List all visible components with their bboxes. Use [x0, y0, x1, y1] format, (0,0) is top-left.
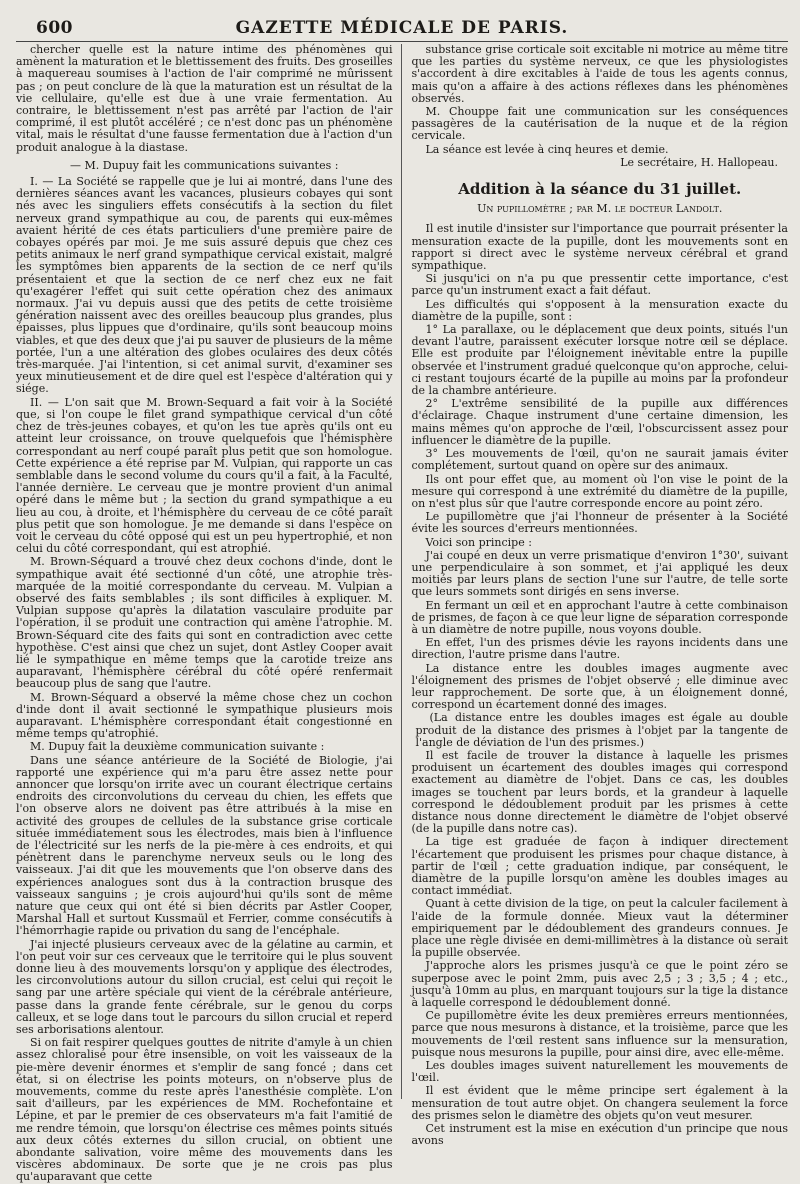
paragraph: Il est évident que le même principe sert également à la mensuration de tout autre objet. On changera seulement la force des prismes selon le diamètre des objets qu'on veut mesurer.: [411, 1084, 788, 1122]
paragraph: 1° La parallaxe, ou le déplacement que deux points, situés l'un devant l'autre, paraissent exécuter lorsque notre œil se déplace. Elle est produite par l'éloignement inévitable entre la pupille observée et l'instrument gradué quelconque qu'on approche, celui-ci restant toujours écarté de la pupille au moins par la profondeur de la chambre antérieure.: [411, 323, 788, 398]
paragraph: En effet, l'un des prismes dévie les rayons incidents dans une direction, l'autre prisme dans l'autre.: [411, 636, 788, 662]
paragraph: Le pupillomètre que j'ai l'honneur de présenter à la Société évite les sources d'erreurs mentionnées.: [411, 510, 788, 536]
paragraph: 2° L'extrême sensibilité de la pupille aux différences d'éclairage. Chaque instrument d'une certaine dimension, les mains mêmes qu'on approche de l'œil, l'obscurcissent assez pour influencer le diamètre de la pupille.: [411, 397, 788, 447]
dupuy-intro: — M. Dupuy fait les communications suivantes :: [70, 158, 339, 172]
paragraph: J'ai coupé en deux un verre prismatique d'environ 1°30', suivant une perpendiculaire à son sommet, et j'ai appliqué les deux moitiés par leurs plans de section l'une sur l'autre, de telle sorte que leurs sommets sont dirigés en sens inverse.: [411, 548, 788, 599]
paragraph: chercher quelle est la nature intime des phénomènes qui amènent la maturation et le blettissement des fruits. Des groseilles à maquereau soumises à l'action de l'air comprimé ne mûrissent pas ; on peut conclure de là que la maturation est un résultat de la vie cellulaire, qu'elle est due à une vraie fermentation. Au contraire, le blettissement n'est pas arrêté par l'action de l'air comprimé, il est plutôt accéléré ; ce n'est donc pas un phénomène vital, mais le résultat d'une fausse fermentation due à l'action d'un produit analogue à la diastase.: [16, 43, 393, 154]
paragraph: M. Brown-Séquard a trouvé chez deux cochons d'inde, dont le sympathique avait été sectionné d'un côté, une atrophie très-marquée de la moitié correspondante du cerveau. M. Vulpian a observé des faits semblables ; ils sont difficiles à expliquer. M. Vulpian suppose qu'après la dilatation vasculaire produite par l'opération, il se produit une contraction qui amène l'atrophie. M. Brown-Séquard cite des faits qui sont en contradiction avec cette hypothèse. C'est ainsi que chez un sujet, dont Astley Cooper avait lié le sympathique en même temps que la carotide treize ans auparavant, l'hémisphère cérébral du côté opéré renfermait beaucoup plus de sang que l'autre.: [16, 555, 393, 691]
paragraph: Cet instrument est la mise en exécution d'un principe que nous avons: [411, 1122, 788, 1148]
paragraph: La tige est graduée de façon à indiquer directement l'écartement que produisent les prismes pour chaque distance, à partir de l'œil ; cette graduation indique, par conséquent, le diamètre de la pupille lorsqu'on amène les doubles images au contact immédiat.: [411, 835, 788, 898]
page-header: [20, 0, 784, 40]
paragraph: Ce pupillomètre évite les deux premières erreurs mentionnées, parce que nous mesurons à distance, et la troisième, parce que les mouvements de l'œil restent sans influence sur la mensuration, puisque nous mesurons la pupille, pour ainsi dire, avec elle-même.: [411, 1009, 788, 1059]
right-column: [401, 43, 789, 1148]
secretary-signature: Le secrétaire, H. Hallopeau.: [620, 155, 778, 169]
paragraph: Voici son principe :: [425, 535, 532, 549]
journal-title: GAZETTE MÉDICALE DE PARIS.: [235, 18, 569, 38]
paragraph: Les doubles images suivent naturellement les mouvements de l'œil.: [411, 1059, 788, 1085]
paragraph: J'approche alors les prismes jusqu'à ce que le point zéro se superpose avec le point 2mm, puis avec 2,5 ; 3 ; 3,5 ; 4 ; etc., jusqu'à 10mm au plus, en marquant toujours sur la tige la distance à laquelle correspond le dédoublement donné.: [411, 959, 788, 1010]
section-title: Addition à la séance du 31 juillet.: [458, 180, 742, 199]
paragraph: Dans une séance antérieure de la Société de Biologie, j'ai rapporté une expérience qui m'a paru être assez nette pour annoncer que lorsqu'on irrite avec un courant électrique certains endroits des circonvolutions du cerveau du chien, les effets que l'on observe alors ne doivent pas être attribués à la mise en activité des groupes de cellules de la substance grise corticale située immédiatement sous les électrodes, mais bien à l'influence de l'électricité sur les nerfs de la pie-mère à ces endroits, et qui pénètrent dans le parenchyme nerveux seuls ou le long des vaisseaux. J'ai dit que les mouvements que l'on observe dans des expériences analogues sont dus à la contraction brusque des vaisseaux sanguins ; je crois aujourd'hui qu'ils sont de même nature que ceux qui ont été si bien décrits par Astler Cooper, Marshal Hall et surtout Kussmaül et Ferrier, comme consécutifs à l'hémorrhagie rapide ou privation du sang de l'encéphale.: [16, 753, 393, 938]
paragraph: Il est facile de trouver la distance à laquelle les prismes produisent un écartement des doubles images qui correspond exactement au diamètre de l'objet. Dans ce cas, les doubles images se touchent par leurs bords, et la grandeur à laquelle correspond le dédoublement produit par les prismes à cette distance nous donne directement le diamètre de l'objet observé (de la pupille dans notre cas).: [411, 748, 788, 836]
paragraph: II. — L'on sait que M. Brown-Sequard a fait voir à la Société que, si l'on coupe le filet grand sympathique cervical d'un côté chez de très-jeunes cobayes, et qu'on les tue après qu'ils ont eu atteint leur croissance, on trouve quelquefois que l'hémisphère correspondant au nerf coupé paraît plus petit que son homologue. Cette expérience a été reprise par M. Vulpian, qui rapporte un cas semblable dans le second volume du cours qu'il a fait, à la Faculté, l'année dernière. Le cerveau que je montre provient d'un animal opéré dans le même but ; la section du grand sympathique a eu lieu au cou, à droite, et l'hémisphère du cerveau de ce côté paraît plus petit que son homologue. Je me demande si dans l'espèce on voit le cerveau du côté opposé qui est un peu hypertrophié, et non celui du côté correspondant, qui est atrophié.: [16, 395, 393, 556]
paragraph: M. Dupuy fait la deuxième communication suivante :: [30, 740, 325, 754]
paragraph: La distance entre les doubles images augmente avec l'éloignement des prismes de l'objet observé ; elle diminue avec leur rapprochement. De sorte que, à un éloignement donné, correspond un écartement donné des images.: [411, 661, 788, 712]
paragraph: Quant à cette division de la tige, on peut la calculer facilement à l'aide de la formule donnée. Mieux vaut la déterminer empiriquement par le dédoublement des grandeurs connues. Je place une règle divisée en demi-millimètres à la distance où serait la pupille observée.: [411, 897, 788, 960]
paragraph: M. Chouppe fait une communication sur les conséquences passagères de la cautérisation de la nuque et de la région cervicale.: [411, 105, 788, 143]
paragraph: 3° Les mouvements de l'œil, qu'on ne saurait jamais éviter complétement, surtout quand on opère sur des animaux.: [411, 447, 788, 473]
section-subtitle: Un pupillomètre ; par M. le docteur Landolt.: [477, 202, 723, 216]
paragraph: M. Brown-Séquard a observé la même chose chez un cochon d'inde dont il avait sectionné le sympathique plusieurs mois auparavant. L'hémisphère correspondant était congestionné en même temps qu'atrophié.: [16, 690, 393, 741]
paragraph: Si jusqu'ici on n'a pu que pressentir cette importance, c'est parce qu'un instrument exact a fait défaut.: [411, 272, 788, 298]
paragraph: substance grise corticale soit excitable ni motrice au même titre que les parties du système nerveux, ce que les physiologistes s'accordent à dire excitables à l'aide de tous les agents connus, mais qu'on a affaire à des actions réflexes dans les phénomènes observés.: [411, 43, 788, 105]
paragraph: I. — La Société se rappelle que je lui ai montré, dans l'une des dernières séances avant les vacances, plusieurs cobayes qui sont nés avec les singuliers effets consécutifs à la section du filet nerveux grand sympathique au cou, de parents qui eux-mêmes avaient hérité de ces états particuliers d'une première paire de cobayes opérés par moi. Je me suis assuré depuis que chez ces petits animaux le nerf grand sympathique cervical existait, malgré les symptômes bien apparents de la section de ce nerf qu'ils présentaient et que la section de ce nerf chez eux ne fait qu'exagérer l'effet qui suit cette opération chez des animaux normaux. J'ai vu depuis aussi que des petits de cette troisième génération naissent avec des oreilles beaucoup plus grandes, plus épaisses, plus lippues que d'ordinaire, qu'ils sont beaucoup moins viables, et que des deux que j'ai pu sauver de plusieurs de la même portée, l'un a une altération des globes oculaires des deux côtés très-marquée. J'ai l'intention, si cet animal survit, d'examiner ses yeux minutieusement et de dire quel est l'espèce d'altération qui y siége.: [16, 175, 393, 396]
paragraph: En fermant un œil et en approchant l'autre à cette combinaison de prismes, de façon à ce que leur ligne de séparation corresponde à un diamètre de notre pupille, nous voyons double.: [411, 598, 788, 636]
paragraph: Ils ont pour effet que, au moment où l'on vise le point de la mesure qui correspond à une extrémité du diamètre de la pupille, on n'est plus sûr que l'autre corresponde encore au point zéro.: [411, 472, 788, 510]
paragraph: (La distance entre les doubles images est égale au double produit de la distance des prismes à l'objet par la tangente de l'angle de déviation de l'un des prismes.): [415, 711, 788, 749]
header-rule: [16, 41, 788, 42]
paragraph: Il est inutile d'insister sur l'importance que pourrait présenter la mensuration exacte de la pupille, dont les mouvements sont en rapport si direct avec le système nerveux cérébral et grand sympathique.: [411, 222, 788, 273]
page-number: 600: [36, 18, 73, 38]
text-columns: [16, 43, 788, 1184]
paragraph: Si on fait respirer quelques gouttes de nitrite d'amyle à un chien assez chloralisé pour être insensible, on voit les vaisseaux de la pie-mère devenir énormes et s'emplir de sang foncé ; dans cet état, si on électrise les points moteurs, on n'observe plus de mouvements, comme du reste après l'anesthésie complète. L'on sait d'ailleurs, par les expériences de MM. Rochefontaine et Lépine, et par le premier de ces observateurs m'a fait l'amitié de me rendre témoin, que lorsqu'on électrise ces mêmes points situés aux deux côtés externes du sillon crucial, on obtient une abondante salivation, voire même des mouvements dans les viscères abdominaux. De sorte que je ne crois pas plus qu'auparavant que cette: [16, 1036, 393, 1184]
paragraph: Les difficultés qui s'opposent à la mensuration exacte du diamètre de la pupille, sont :: [411, 297, 788, 323]
left-column: [16, 43, 401, 1184]
paragraph: La séance est levée à cinq heures et demie.: [425, 142, 669, 156]
paragraph: J'ai injecté plusieurs cerveaux avec de la gélatine au carmin, et l'on peut voir sur ces cerveaux que le territoire qui le plus souvent donne lieu à des mouvements lorsqu'on y applique des électrodes, les circonvolutions autour du sillon crucial, est celui qui reçoit le sang par une artère spéciale qui vient de la cérébrale antérieure, passe dans la grande fente cérébrale, sur le genou du corps calleux, et se loge dans tout le parcours du sillon crucial et reperd ses arborisations alentour.: [16, 937, 393, 1037]
